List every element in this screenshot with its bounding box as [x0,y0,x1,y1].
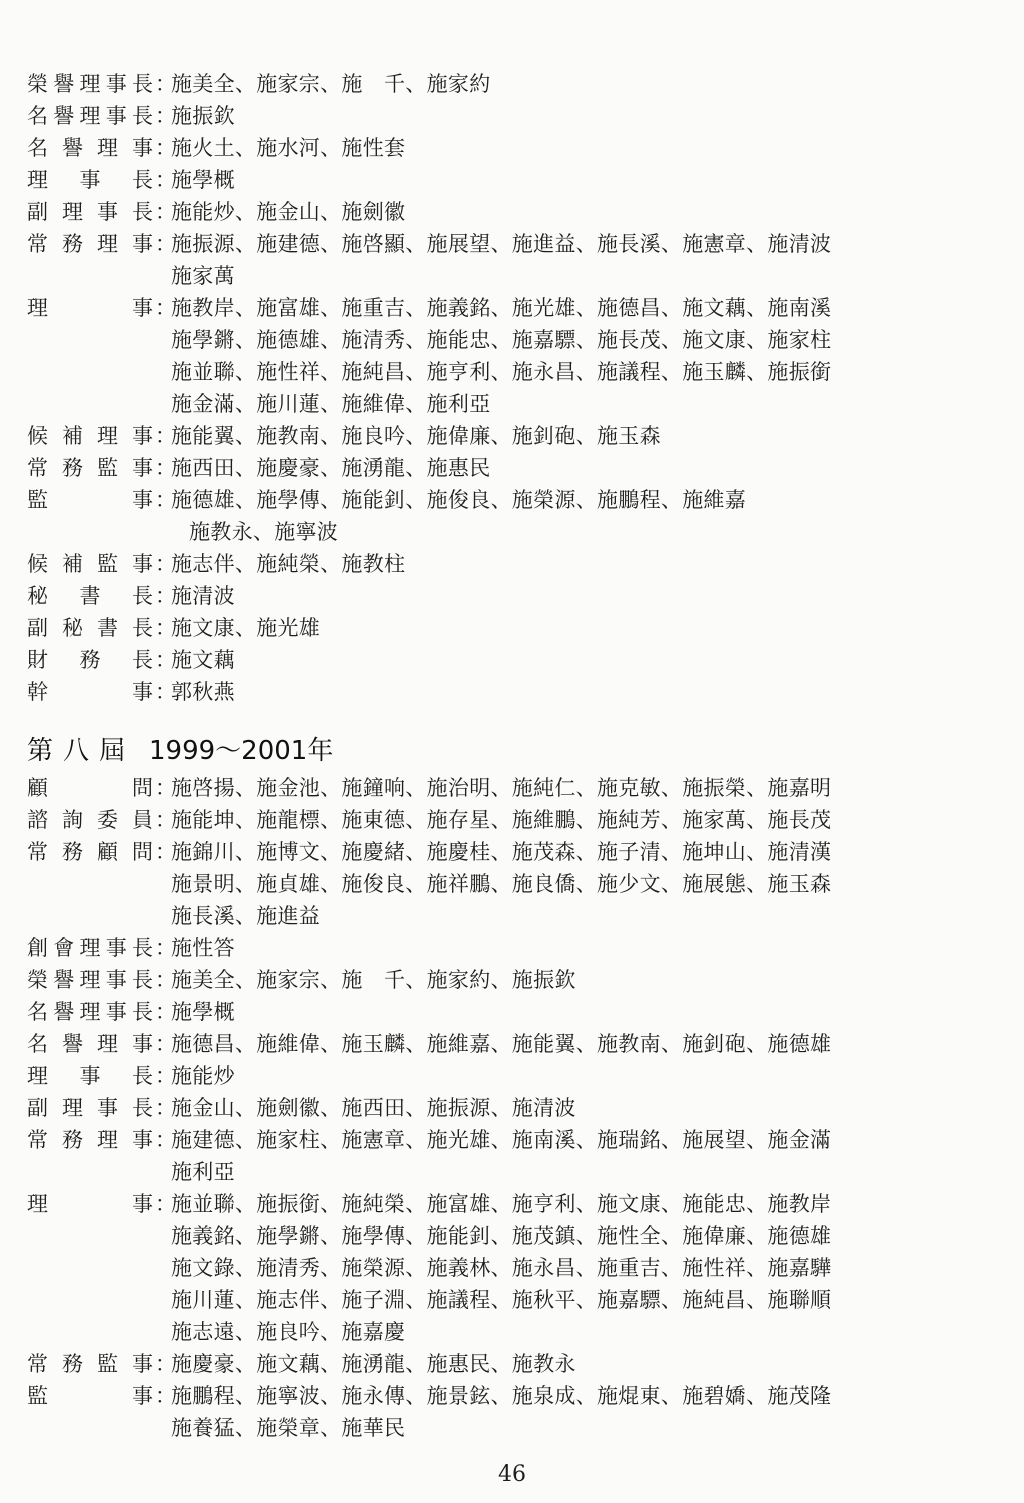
role-label: 理 事 [27,1192,153,1216]
role-colon: ： [155,840,176,864]
role-colon: ： [155,200,176,224]
role-colon: ： [155,296,176,320]
member-names: 施學鏘、施德雄、施清秀、施能忠、施嘉驃、施長茂、施文康、施家柱 [171,328,832,352]
roster-row [27,1316,927,1348]
roster-row [27,644,927,676]
role-colon: ： [155,648,176,672]
member-names: 施能坤、施龍標、施東德、施存星、施維鵬、施純芳、施家萬、施長茂 [171,808,832,832]
roster-row [27,836,927,868]
roster-row [27,164,927,196]
roster-row [27,420,927,452]
roster-row [27,1060,927,1092]
member-names: 施火土、施水河、施性套 [171,136,406,160]
roster-row [27,452,927,484]
role-colon: ： [155,168,176,192]
role-label: 秘 書 長 [27,584,153,608]
page-number: 46 [498,1462,526,1487]
role-colon: ： [155,680,176,704]
role-colon: ： [155,968,176,992]
member-names: 施能翼、施教南、施良吟、施偉廉、施釗砲、施玉森 [171,424,661,448]
roster-row [27,1252,927,1284]
role-label: 監 事 [27,488,153,512]
member-names: 施振源、施建德、施啓顯、施展望、施進益、施長溪、施憲章、施清波 [171,232,832,256]
role-label: 榮 譽 理 事 長 [27,968,153,992]
member-names: 施錦川、施博文、施慶緒、施慶桂、施茂森、施子清、施坤山、施清漢 [171,840,832,864]
role-label: 監 事 [27,1384,153,1408]
member-names: 施學概 [171,168,235,192]
member-names: 施義銘、施學鏘、施學傳、施能釗、施茂鎮、施性全、施偉廉、施德雄 [171,1224,832,1248]
member-names: 施建德、施家柱、施憲章、施光雄、施南溪、施瑞銘、施展望、施金滿 [171,1128,832,1152]
role-label: 理 事 長 [27,1064,153,1088]
member-names: 施金滿、施川蓮、施維偉、施利亞 [171,392,491,416]
member-names: 施長溪、施進益 [171,904,321,928]
role-colon: ： [155,1352,176,1376]
member-names: 施川蓮、施志伴、施子淵、施議程、施秋平、施嘉驃、施純昌、施聯順 [171,1288,832,1312]
roster-row [27,804,927,836]
roster-row [27,1028,927,1060]
member-names: 施能炒、施金山、施劍徽 [171,200,406,224]
member-names: 施景明、施貞雄、施俊良、施祥鵬、施良僑、施少文、施展態、施玉森 [171,872,832,896]
role-colon: ： [155,232,176,256]
roster-row [27,868,927,900]
roster-row [27,1092,927,1124]
member-names: 施教永、施寧波 [189,520,339,544]
role-label: 名 譽 理 事 長 [27,1000,153,1024]
role-colon: ： [155,136,176,160]
role-colon: ： [155,808,176,832]
section-8-label: 第八屆 [27,736,136,766]
member-names: 施慶豪、施文藕、施湧龍、施惠民、施教永 [171,1352,576,1376]
role-label: 副 秘 書 長 [27,616,153,640]
member-names: 施啓揚、施金池、施鐘响、施治明、施純仁、施克敏、施振榮、施嘉明 [171,776,832,800]
role-colon: ： [155,1064,176,1088]
role-colon: ： [155,488,176,512]
member-names: 施養猛、施榮章、施華民 [171,1416,406,1440]
roster-row [27,1348,927,1380]
roster-row [27,548,927,580]
roster-row [27,932,927,964]
roster-row [27,1412,927,1444]
member-names: 施文錄、施清秀、施榮源、施義林、施永昌、施重吉、施性祥、施嘉驊 [171,1256,832,1280]
roster-row [27,292,927,324]
member-names: 施文康、施光雄 [171,616,321,640]
role-label: 榮 譽 理 事 長 [27,72,153,96]
role-colon: ： [155,616,176,640]
member-names: 施並聯、施性祥、施純昌、施亨利、施永昌、施議程、施玉麟、施振銜 [171,360,832,384]
role-label: 常 務 理 事 [27,1128,153,1152]
roster-row [27,1284,927,1316]
roster-row [27,772,927,804]
member-names: 施能炒 [171,1064,235,1088]
member-names: 施西田、施慶豪、施湧龍、施惠民 [171,456,491,480]
member-names: 施美全、施家宗、施 千、施家約、施振欽 [171,968,576,992]
role-colon: ： [155,936,176,960]
member-names: 施學概 [171,1000,235,1024]
role-label: 理 事 長 [27,168,153,192]
role-colon: ： [155,1096,176,1120]
member-names: 郭秋燕 [171,680,235,704]
roster-row [27,1380,927,1412]
role-colon: ： [155,1032,176,1056]
role-colon: ： [155,456,176,480]
role-colon: ： [155,72,176,96]
member-names: 施文藕 [171,648,235,672]
role-label: 常 務 監 事 [27,1352,153,1376]
member-names: 施教岸、施富雄、施重吉、施義銘、施光雄、施德昌、施文藕、施南溪 [171,296,832,320]
roster-row [27,260,927,292]
member-names: 施家萬 [171,264,235,288]
role-label: 創 會 理 事 長 [27,936,153,960]
member-names: 施鵬程、施寧波、施永傳、施景鉉、施泉成、施焜東、施碧嬌、施茂隆 [171,1384,832,1408]
role-colon: ： [155,584,176,608]
roster-row [27,1188,927,1220]
member-names: 施金山、施劍徽、施西田、施振源、施清波 [171,1096,576,1120]
role-colon: ： [155,1192,176,1216]
roster-row [27,324,927,356]
role-colon: ： [155,1384,176,1408]
roster-row [27,676,927,708]
role-colon: ： [155,1000,176,1024]
role-colon: ： [155,1128,176,1152]
member-names: 施振欽 [171,104,235,128]
member-names: 施清波 [171,584,235,608]
roster-row [27,196,927,228]
role-label: 副 理 事 長 [27,200,153,224]
role-label: 顧 問 [27,776,153,800]
role-colon: ： [155,104,176,128]
member-names: 施德雄、施學傳、施能釗、施俊良、施榮源、施鵬程、施維嘉 [171,488,747,512]
member-names: 施並聯、施振銜、施純榮、施富雄、施亨利、施文康、施能忠、施教岸 [171,1192,832,1216]
roster-row [27,228,927,260]
roster-row [27,1124,927,1156]
member-names: 施志伴、施純榮、施教柱 [171,552,406,576]
role-colon: ： [155,552,176,576]
roster-row [27,1156,927,1188]
roster-row [27,996,927,1028]
role-label: 幹 事 [27,680,153,704]
roster-row [27,580,927,612]
roster-row [27,612,927,644]
role-label: 名 譽 理 事 長 [27,104,153,128]
role-label: 副 理 事 長 [27,1096,153,1120]
section-8-heading [27,735,333,767]
role-label: 候 補 理 事 [27,424,153,448]
roster-row [27,100,927,132]
role-colon: ： [155,424,176,448]
member-names: 施德昌、施維偉、施玉麟、施維嘉、施能翼、施教南、施釗砲、施德雄 [171,1032,832,1056]
roster-row [27,964,927,996]
roster-row [27,356,927,388]
role-label: 名 譽 理 事 [27,1032,153,1056]
member-names: 施利亞 [171,1160,235,1184]
role-label: 常 務 顧 問 [27,840,153,864]
member-names: 施志遠、施良吟、施嘉慶 [171,1320,406,1344]
roster-row [27,516,927,548]
member-names: 施性答 [171,936,235,960]
role-label: 財 務 長 [27,648,153,672]
role-colon: ： [155,776,176,800]
member-names: 施美全、施家宗、施 千、施家約 [171,72,491,96]
roster-row [27,388,927,420]
role-label: 候 補 監 事 [27,552,153,576]
role-label: 理 事 [27,296,153,320]
roster-row [27,132,927,164]
roster-row [27,900,927,932]
roster-row [27,1220,927,1252]
section-8-years: 1999～2001年 [149,736,334,766]
roster-row [27,68,927,100]
role-label: 名 譽 理 事 [27,136,153,160]
roster-row [27,484,927,516]
role-label: 常 務 理 事 [27,232,153,256]
role-label: 諮 詢 委 員 [27,808,153,832]
role-label: 常 務 監 事 [27,456,153,480]
